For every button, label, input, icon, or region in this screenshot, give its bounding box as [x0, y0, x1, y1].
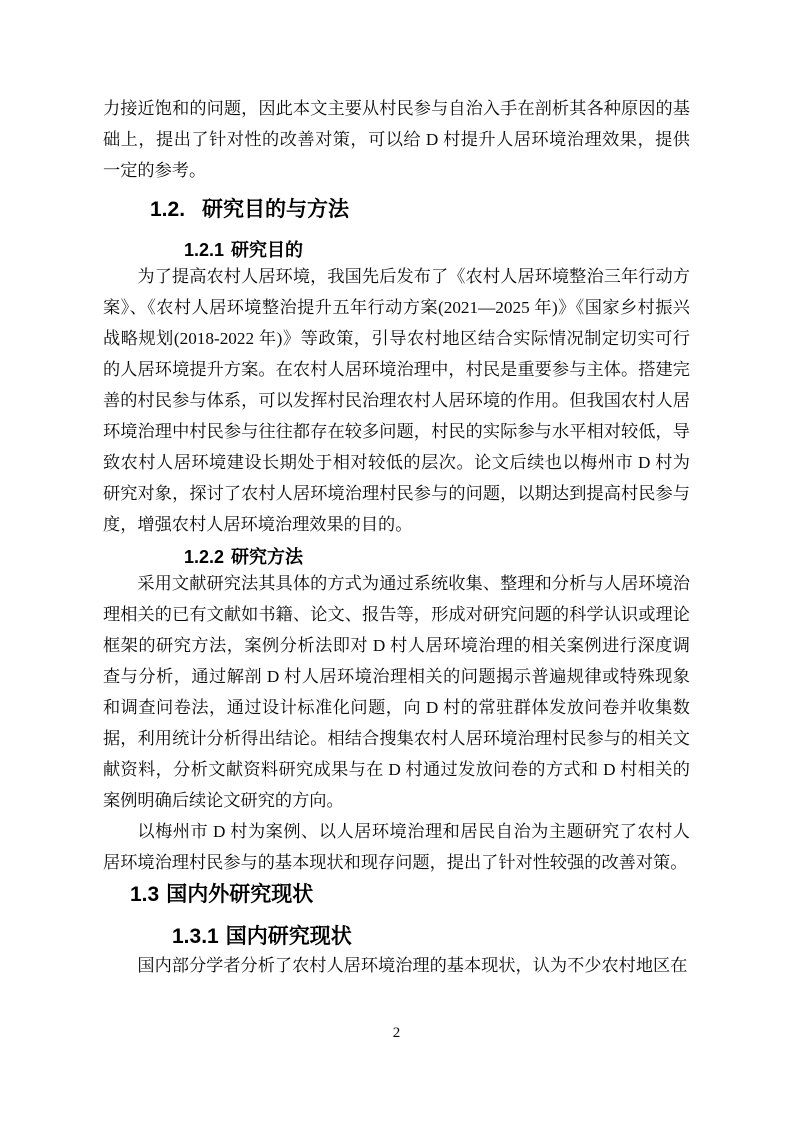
- heading-1-2-number: 1.2.: [150, 198, 186, 221]
- heading-section-1-3: [130, 882, 690, 908]
- paragraph-research-methods: 采用文献研究法其具体的方式为通过系统收集、整理和分析与人居环境治理相关的已有文献如书籍、论文、报告等，形成对研究问题的科学认识或理论框架的研究方法，案例分析法即对 D 村人居环境治理的相关案例进行深度调查与分析，通过解剖 D 村人居环境治理相关的问题揭示普遍规律或特殊现象和调查问卷法，通过设计标准化问题，向 D 村的常驻群体发放问卷并收集数据，利用统计分析得出结论。相结合搜集农村人居环境治理村民参与的相关文献资料，分析文献资料研究成果与在 D 村通过发放问卷的方式和 D 村相关的案例明确后续论文研究的方向。: [103, 574, 690, 810]
- heading-1-3-title: 国内外研究现状: [166, 883, 314, 906]
- paragraph-research-purpose: 为了提高农村人居环境，我国先后发布了《农村人居环境整治三年行动方案》、《农村人居环境整治提升五年行动方案(2021—2025 年)》《国家乡村振兴战略规划(2018-2022 年)》等政策，引导农村地区结合实际情况制定切实可行的人居环境提升方案。在农村人居环境治理中，村民是重要参与主体。搭建完善的村民参与体系，可以发挥村民治理农村人居环境的作用。但我国农村人居环境治理中村民参与往往都存在较多问题，村民的实际参与水平相对较低，导致农村人居环境建设长期处于相对较低的层次。论文后续也以梅州市 D 村为研究对象，探讨了农村人居环境治理村民参与的问题，以期达到提高村民参与度，增强农村人居环境治理效果的目的。: [103, 267, 690, 534]
- heading-1-3-number: 1.3: [130, 883, 160, 906]
- heading-1-3-1-title: 国内研究现状: [225, 925, 352, 948]
- heading-1-3-1-number: 1.3.1: [172, 925, 219, 948]
- page-number: 2: [392, 1025, 401, 1041]
- heading-section-1-2: [150, 197, 690, 223]
- heading-section-1-2-1: [184, 239, 690, 261]
- heading-section-1-3-1: [172, 924, 690, 950]
- heading-1-2-2-number: 1.2.2: [184, 547, 225, 567]
- page-content: [103, 93, 690, 981]
- heading-1-2-title: 研究目的与方法: [202, 198, 350, 221]
- paragraph-intro-continuation: 力接近饱和的问题，因此本文主要从村民参与自治入手在剖析其各种原因的基础上，提出了针对性的改善对策，可以给 D 村提升人居环境治理效果，提供一定的参考。: [103, 99, 690, 180]
- heading-section-1-2-2: [184, 546, 690, 568]
- heading-1-2-1-number: 1.2.1: [184, 240, 225, 260]
- paragraph-domestic-status: 国内部分学者分析了农村人居环境治理的基本现状，认为不少农村地区在: [137, 956, 688, 975]
- paragraph-method-summary: 以梅州市 D 村为案例、以人居环境治理和居民自治为主题研究了农村人居环境治理村民参与的基本现状和现存问题，提出了针对性较强的改善对策。: [103, 822, 690, 872]
- heading-1-2-2-title: 研究方法: [231, 547, 304, 567]
- heading-1-2-1-title: 研究目的: [231, 240, 304, 260]
